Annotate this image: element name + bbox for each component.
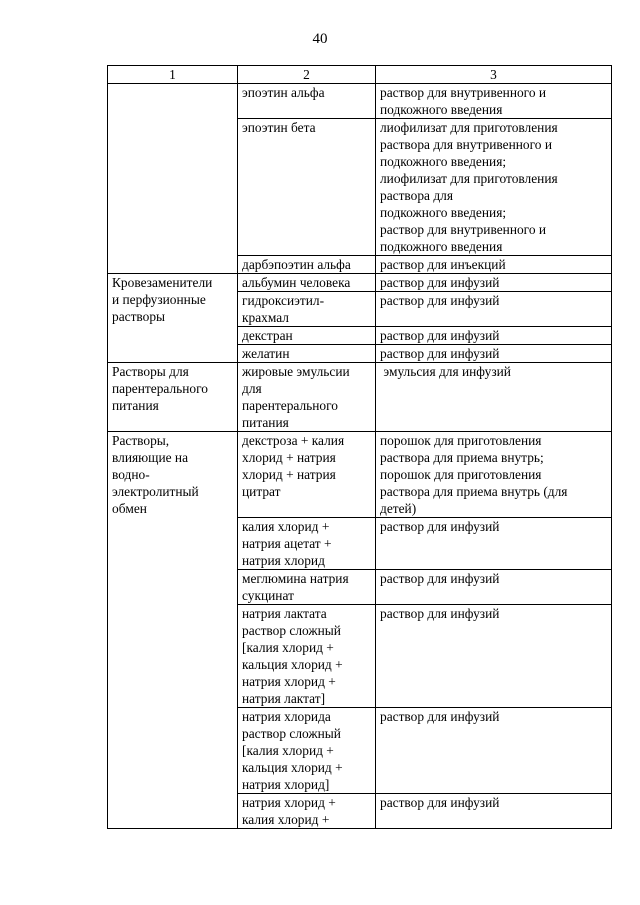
- drug-name-cell: [238, 256, 376, 274]
- dosage-form-text: раствор для внутривенного и: [380, 85, 547, 100]
- drug-name-text: натрия лактата: [242, 606, 327, 621]
- dosage-form-text: раствор для инъекций: [380, 257, 506, 272]
- table-row: [108, 274, 612, 292]
- dosage-form-text: раствор для инфузий: [380, 709, 500, 724]
- dosage-form-text: порошок для приготовления: [380, 433, 542, 448]
- dosage-form-cell: [376, 605, 612, 708]
- dosage-form-text: порошок для приготовления: [380, 467, 542, 482]
- dosage-form-text: подкожного введения;: [380, 154, 507, 169]
- dosage-form-text: подкожного введения;: [380, 205, 507, 220]
- dosage-form-text: раствор для инфузий: [380, 346, 500, 361]
- category-text: электролитный: [112, 484, 199, 499]
- dosage-form-cell: [376, 708, 612, 794]
- dosage-form-text: раствор для инфузий: [380, 293, 500, 308]
- dosage-form-text: раствора для: [380, 188, 454, 203]
- drug-table: [107, 65, 612, 829]
- dosage-form-text: раствор для инфузий: [380, 519, 500, 534]
- dosage-form-cell: [376, 292, 612, 327]
- dosage-form-text: подкожного введения: [380, 239, 503, 254]
- drug-name-text: питания: [242, 415, 289, 430]
- table-header-row: [108, 66, 612, 84]
- drug-name-text: натрия хлорид]: [242, 777, 330, 792]
- dosage-form-cell: [376, 794, 612, 829]
- drug-name-text: калия хлорид +: [242, 519, 330, 534]
- table-row: [108, 432, 612, 518]
- drug-name-text: натрия хлорид +: [242, 674, 336, 689]
- drug-name-cell: [238, 794, 376, 829]
- category-cell: [108, 432, 238, 829]
- drug-name-cell: [238, 119, 376, 256]
- category-text: Кровезаменители: [112, 275, 213, 290]
- dosage-form-cell: [376, 363, 612, 432]
- drug-name-text: натрия хлорид +: [242, 795, 336, 810]
- drug-name-cell: [238, 570, 376, 605]
- drug-name-text: гидроксиэтил-: [242, 293, 325, 308]
- dosage-form-text: подкожного введения: [380, 102, 503, 117]
- dosage-form-text: раствор для инфузий: [380, 795, 500, 810]
- drug-name-cell: [238, 84, 376, 119]
- drug-name-cell: [238, 605, 376, 708]
- category-text: и перфузионные: [112, 292, 206, 307]
- category-cell: [108, 363, 238, 432]
- dosage-form-text: раствор для внутривенного и: [380, 222, 547, 237]
- dosage-form-text: раствор для инфузий: [380, 606, 500, 621]
- drug-name-text: меглюмина натрия: [242, 571, 349, 586]
- drug-name-text: хлорид + натрия: [242, 450, 336, 465]
- table-row: [108, 84, 612, 119]
- drug-name-text: калия хлорид +: [242, 812, 330, 827]
- drug-name-text: раствор сложный: [242, 623, 341, 638]
- dosage-form-cell: [376, 84, 612, 119]
- drug-name-text: желатин: [242, 346, 290, 361]
- dosage-form-text: детей): [380, 501, 417, 516]
- drug-name-text: крахмал: [242, 310, 289, 325]
- drug-name-text: хлорид + натрия: [242, 467, 336, 482]
- dosage-form-cell: [376, 518, 612, 570]
- drug-name-text: [калия хлорид +: [242, 743, 334, 758]
- category-text: водно-: [112, 467, 150, 482]
- dosage-form-text: раствор для инфузий: [380, 328, 500, 343]
- drug-name-text: для: [242, 381, 262, 396]
- drug-name-cell: [238, 327, 376, 345]
- drug-name-cell: [238, 345, 376, 363]
- category-text: растворы: [112, 309, 166, 324]
- category-cell: [108, 84, 238, 274]
- dosage-form-text: эмульсия для инфузий: [380, 364, 511, 379]
- drug-name-text: натрия хлорид: [242, 553, 325, 568]
- drug-name-text: эпоэтин альфа: [242, 85, 325, 100]
- drug-name-text: эпоэтин бета: [242, 120, 316, 135]
- dosage-form-text: раствор для инфузий: [380, 571, 500, 586]
- page-number: 40: [312, 31, 328, 47]
- dosage-form-cell: [376, 345, 612, 363]
- drug-name-text: раствор сложный: [242, 726, 341, 741]
- drug-table-body: [108, 66, 612, 829]
- category-cell: [108, 274, 238, 363]
- category-text: Растворы для: [112, 364, 189, 379]
- drug-name-cell: [238, 363, 376, 432]
- drug-name-cell: [238, 432, 376, 518]
- dosage-form-text: раствора для приема внутрь;: [380, 450, 544, 465]
- dosage-form-cell: [376, 570, 612, 605]
- dosage-form-cell: [376, 256, 612, 274]
- dosage-form-cell: [376, 432, 612, 518]
- drug-name-text: дарбэпоэтин альфа: [242, 257, 351, 272]
- drug-name-cell: [238, 292, 376, 327]
- drug-name-text: натрия ацетат +: [242, 536, 332, 551]
- category-text: влияющие на: [112, 450, 189, 465]
- drug-name-cell: [238, 518, 376, 570]
- dosage-form-text: раствор для инфузий: [380, 275, 500, 290]
- drug-name-text: натрия хлорида: [242, 709, 331, 724]
- drug-name-text: цитрат: [242, 484, 281, 499]
- drug-name-text: сукцинат: [242, 588, 294, 603]
- drug-name-text: альбумин человека: [242, 275, 351, 290]
- drug-name-text: парентерального: [242, 398, 338, 413]
- dosage-form-cell: [376, 327, 612, 345]
- category-text: обмен: [112, 501, 147, 516]
- column-header-2: 2: [238, 66, 376, 84]
- drug-name-cell: [238, 274, 376, 292]
- dosage-form-cell: [376, 119, 612, 256]
- category-text: питания: [112, 398, 159, 413]
- drug-name-text: натрия лактат]: [242, 691, 326, 706]
- column-header-1: 1: [108, 66, 238, 84]
- drug-name-text: [калия хлорид +: [242, 640, 334, 655]
- dosage-form-text: лиофилизат для приготовления: [380, 120, 558, 135]
- table-row: [108, 363, 612, 432]
- category-text: парентерального: [112, 381, 208, 396]
- drug-name-text: жировые эмульсии: [242, 364, 350, 379]
- drug-name-text: кальция хлорид +: [242, 760, 343, 775]
- drug-name-text: кальция хлорид +: [242, 657, 343, 672]
- drug-name-cell: [238, 708, 376, 794]
- dosage-form-cell: [376, 274, 612, 292]
- dosage-form-text: раствора для приема внутрь (для: [380, 484, 568, 499]
- dosage-form-text: раствора для внутривенного и: [380, 137, 552, 152]
- column-header-3: 3: [376, 66, 612, 84]
- dosage-form-text: лиофилизат для приготовления: [380, 171, 558, 186]
- drug-name-text: декстроза + калия: [242, 433, 345, 448]
- drug-name-text: декстран: [242, 328, 293, 343]
- category-text: Растворы,: [112, 433, 170, 448]
